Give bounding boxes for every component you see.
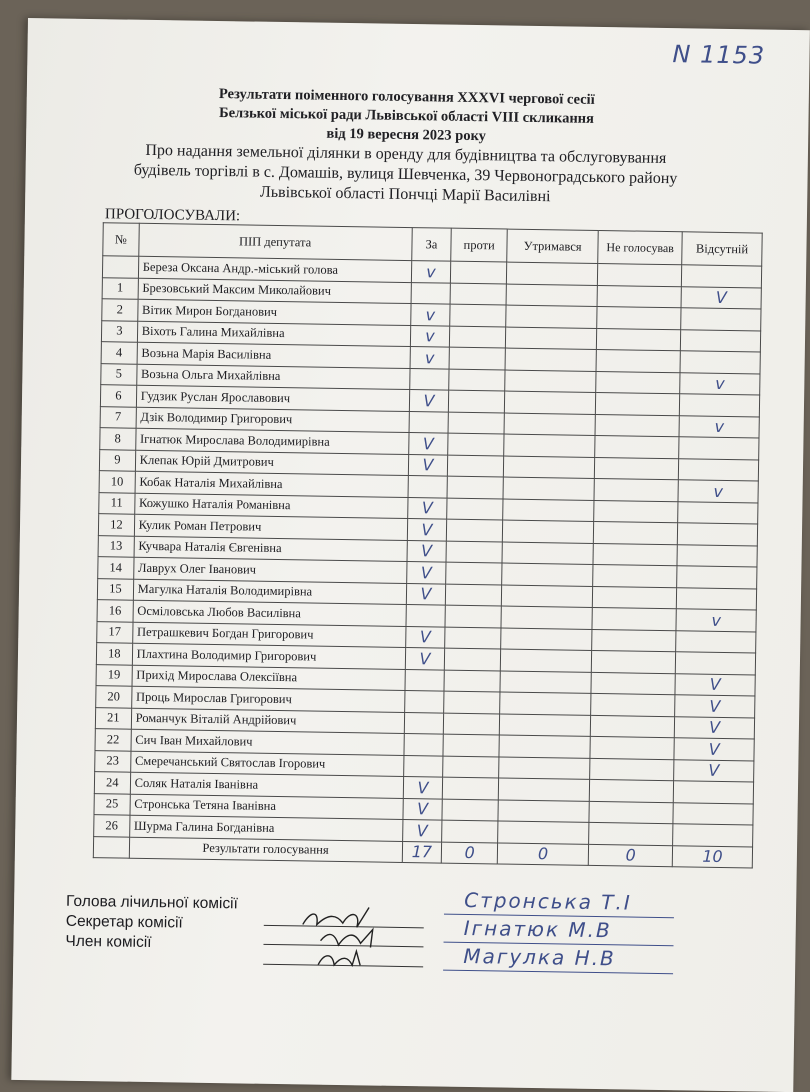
vote-against (449, 390, 505, 412)
vote-absent (673, 824, 753, 847)
vote-absent (679, 437, 759, 460)
vote-for (405, 605, 445, 627)
vote-not-voted (594, 521, 678, 544)
vote-absent (681, 329, 761, 352)
row-name: Сич Іван Михайлович (131, 729, 404, 755)
vote-against (445, 605, 501, 627)
vote-not-voted (594, 478, 678, 501)
vote-against (448, 455, 504, 477)
row-name: Соляк Наталія Іванівна (130, 772, 403, 798)
vote-against (444, 691, 500, 713)
vote-against (447, 519, 503, 541)
row-num: 20 (96, 686, 132, 708)
row-num: 26 (94, 815, 130, 837)
vote-abstain (504, 434, 596, 457)
vote-against (450, 283, 506, 305)
vote-abstain (498, 821, 590, 844)
votes-table (93, 222, 763, 868)
vote-against (448, 412, 504, 434)
row-name: Возьна Ольга Михайлівна (136, 364, 409, 390)
row-num: 19 (96, 664, 132, 686)
vote-absent (677, 587, 757, 610)
vote-for: V (406, 583, 446, 605)
vote-absent: v (679, 415, 759, 438)
col-abstain: Утримався (507, 229, 599, 263)
vote-not-voted (591, 715, 675, 738)
vote-abstain (499, 735, 591, 758)
row-name: Вітик Мирон Богданович (137, 299, 410, 325)
document-number: N 1153 (672, 40, 766, 70)
row-name: Стронська Тетяна Іванівна (130, 794, 403, 820)
vote-for (404, 690, 444, 712)
results-label: Результати голосування (129, 837, 402, 863)
vote-abstain (504, 413, 596, 436)
row-name: Кулик Роман Петрович (134, 514, 407, 540)
vote-not-voted (597, 328, 681, 351)
vote-absent (673, 802, 753, 825)
vote-for: v (411, 261, 451, 283)
row-num: 15 (97, 578, 133, 600)
vote-for: v (410, 325, 450, 347)
handwritten-signatures (298, 902, 409, 974)
vote-against (447, 498, 503, 520)
vote-not-voted (592, 607, 676, 630)
vote-for (404, 712, 444, 734)
document-page (11, 18, 810, 1092)
col-not-voted: Не голосував (598, 230, 682, 264)
vote-abstain (501, 606, 593, 629)
vote-absent: V (675, 673, 755, 696)
vote-for (411, 282, 451, 304)
vote-for: v (410, 304, 450, 326)
vote-for (403, 733, 443, 755)
vote-against (445, 627, 501, 649)
vote-against (450, 326, 506, 348)
vote-not-voted (589, 822, 673, 845)
vote-abstain (503, 456, 595, 479)
vote-against (446, 562, 502, 584)
vote-absent: V (675, 695, 755, 718)
row-num: 16 (97, 600, 133, 622)
row-name: Віхоть Галина Михайлівна (137, 321, 410, 347)
col-for: За (411, 228, 451, 262)
results-not-voted: 0 (589, 844, 673, 867)
row-num: 2 (102, 299, 138, 321)
vote-abstain (502, 542, 594, 565)
member-names (443, 887, 674, 975)
row-name: Петрашкевич Богдан Григорович (132, 622, 405, 648)
vote-abstain (504, 391, 596, 414)
vote-against (442, 820, 498, 842)
vote-not-voted (591, 693, 675, 716)
vote-for: V (408, 433, 448, 455)
vote-absent (682, 265, 762, 288)
row-num: 9 (99, 449, 135, 471)
row-name: Кобак Наталія Михайлівна (135, 471, 408, 497)
vote-absent (681, 308, 761, 331)
vote-for (403, 755, 443, 777)
voted-label: ПРОГОЛОСУВАЛИ: (104, 206, 241, 225)
vote-not-voted (598, 263, 682, 286)
document-title (105, 83, 707, 209)
vote-for (409, 411, 449, 433)
vote-abstain (502, 520, 594, 543)
row-num: 12 (98, 514, 134, 536)
row-num: 17 (97, 621, 133, 643)
row-num: 8 (100, 428, 136, 450)
chair-label: Голова лічильної комісії (65, 892, 239, 913)
row-name: Кучвара Наталія Євгенівна (134, 536, 407, 562)
row-num: 4 (101, 342, 137, 364)
vote-abstain (500, 649, 592, 672)
vote-abstain (502, 563, 594, 586)
vote-abstain (506, 262, 598, 285)
row-name: Плахтина Володимир Григорович (132, 643, 405, 669)
vote-for: V (405, 648, 445, 670)
row-name: Шурма Галина Богданівна (129, 815, 402, 841)
vote-not-voted (597, 285, 681, 308)
vote-against (446, 584, 502, 606)
vote-for: V (407, 497, 447, 519)
vote-not-voted (593, 564, 677, 587)
row-num: 22 (95, 729, 131, 751)
vote-not-voted (595, 435, 679, 458)
row-num: 11 (99, 492, 135, 514)
vote-not-voted (590, 758, 674, 781)
vote-against (443, 777, 499, 799)
vote-against (443, 756, 499, 778)
row-num: 23 (95, 750, 131, 772)
vote-absent (680, 351, 760, 374)
vote-against (449, 369, 505, 391)
vote-abstain (503, 499, 595, 522)
title-line-3: від 19 вересня 2023 року (326, 125, 487, 145)
row-name: Лаврух Олег Іванович (133, 557, 406, 583)
vote-not-voted (593, 586, 677, 609)
vote-abstain (499, 713, 591, 736)
col-num: № (103, 223, 139, 257)
row-name: Береза Оксана Андр.-міський голова (138, 256, 411, 282)
vote-against (442, 799, 498, 821)
row-name: Романчук Віталій Андрійович (131, 708, 404, 734)
row-num: 25 (94, 793, 130, 815)
vote-abstain (503, 477, 595, 500)
vote-against (445, 648, 501, 670)
vote-abstain (505, 327, 597, 350)
vote-for: V (402, 798, 442, 820)
vote-not-voted (591, 672, 675, 695)
vote-against (443, 734, 499, 756)
vote-against (444, 713, 500, 735)
signature-labels (65, 892, 238, 955)
row-num: 14 (98, 557, 134, 579)
vote-not-voted (589, 801, 673, 824)
vote-absent: V (674, 738, 754, 761)
vote-for: V (407, 540, 447, 562)
row-num: 18 (96, 643, 132, 665)
row-num: 6 (100, 385, 136, 407)
vote-absent (679, 458, 759, 481)
vote-not-voted (594, 500, 678, 523)
row-num: 7 (100, 406, 136, 428)
vote-abstain (500, 670, 592, 693)
vote-abstain (501, 628, 593, 651)
row-name: Гудзик Руслан Ярославович (136, 385, 409, 411)
vote-abstain (501, 585, 593, 608)
results-absent: 10 (672, 845, 752, 868)
vote-not-voted (592, 650, 676, 673)
row-num: 21 (95, 707, 131, 729)
subject-line-2: будівель торгівлі в с. Домашів, вулиця Шевченка, 39 Червоноградського району (133, 161, 678, 188)
vote-abstain (500, 692, 592, 715)
vote-abstain (499, 756, 591, 779)
vote-for: V (405, 626, 445, 648)
row-num: 1 (102, 277, 138, 299)
secretary-label: Секретар комісії (65, 912, 183, 932)
row-name: Магулка Наталія Володимирівна (133, 579, 406, 605)
vote-against (444, 670, 500, 692)
row-name: Проць Мирослав Григорович (131, 686, 404, 712)
vote-for (409, 368, 449, 390)
member-name: Магулка Н.В (443, 943, 673, 975)
row-name: Брезовський Максим Миколайович (138, 278, 411, 304)
results-against: 0 (442, 842, 498, 864)
vote-absent (678, 501, 758, 524)
vote-against (449, 347, 505, 369)
vote-for: V (408, 454, 448, 476)
vote-absent (676, 630, 756, 653)
chair-name: Стронська Т.І (444, 887, 674, 919)
row-num: 13 (98, 535, 134, 557)
row-num: 3 (101, 320, 137, 342)
vote-absent (675, 652, 755, 675)
vote-not-voted (595, 457, 679, 480)
vote-absent: v (678, 480, 758, 503)
row-num: 24 (94, 772, 130, 794)
vote-absent: v (680, 372, 760, 395)
vote-against (446, 541, 502, 563)
row-num: 10 (99, 471, 135, 493)
row-name: Ігнатюк Мирослава Володимирівна (135, 428, 408, 454)
vote-against (448, 433, 504, 455)
secretary-name: Ігнатюк М.В (444, 915, 674, 947)
member-label: Член комісії (65, 932, 152, 952)
vote-not-voted (590, 736, 674, 759)
vote-against (451, 261, 507, 283)
vote-not-voted (595, 414, 679, 437)
vote-not-voted (596, 349, 680, 372)
vote-absent: V (681, 286, 761, 309)
vote-abstain (506, 305, 598, 328)
vote-absent (673, 781, 753, 804)
vote-abstain (506, 284, 598, 307)
col-against: проти (451, 228, 507, 262)
vote-for: V (403, 776, 443, 798)
row-name: Дзік Володимир Григорович (136, 407, 409, 433)
vote-abstain (505, 348, 597, 371)
vote-not-voted (592, 629, 676, 652)
results-num-cell (93, 836, 129, 858)
vote-not-voted (597, 306, 681, 329)
results-for: 17 (402, 841, 442, 863)
col-name: ПІП депутата (138, 223, 411, 260)
row-name: Смеречанський Святослав Ігорович (130, 751, 403, 777)
vote-abstain (498, 799, 590, 822)
title-line-2: Белзької міської ради Львівської області VIII скликання (218, 105, 595, 127)
vote-for (404, 669, 444, 691)
subject-line-1: Про надання земельної ділянки в оренду для будівництва та обслуговування (145, 141, 667, 168)
row-num: 5 (101, 363, 137, 385)
vote-abstain (498, 778, 590, 801)
results-abstain: 0 (497, 842, 589, 865)
vote-for: V (407, 519, 447, 541)
row-name: Клепак Юрій Дмитрович (135, 450, 408, 476)
vote-against (450, 304, 506, 326)
vote-for: V (406, 562, 446, 584)
row-name: Возьна Марія Василівна (137, 342, 410, 368)
row-name: Прихід Мирослава Олексіївна (132, 665, 405, 691)
vote-absent (677, 544, 757, 567)
row-name: Кожушко Наталія Романівна (134, 493, 407, 519)
vote-absent (677, 566, 757, 589)
vote-not-voted (596, 371, 680, 394)
vote-absent: V (674, 759, 754, 782)
vote-for (408, 476, 448, 498)
vote-absent: v (676, 609, 756, 632)
vote-not-voted (590, 779, 674, 802)
vote-not-voted (596, 392, 680, 415)
vote-for: V (409, 390, 449, 412)
row-num (102, 256, 138, 278)
vote-not-voted (593, 543, 677, 566)
vote-for: V (402, 819, 442, 841)
title-line-1: Результати поіменного голосування XXXVI чергової сесії (218, 86, 595, 108)
subject-line-3: Львівської області Пончці Марії Василівні (259, 183, 551, 206)
vote-absent: V (674, 716, 754, 739)
vote-for: v (410, 347, 450, 369)
vote-against (447, 476, 503, 498)
vote-abstain (505, 370, 597, 393)
row-name: Осміловська Любов Василівна (133, 600, 406, 626)
vote-absent (678, 523, 758, 546)
vote-absent (680, 394, 760, 417)
col-absent: Відсутній (682, 232, 762, 266)
